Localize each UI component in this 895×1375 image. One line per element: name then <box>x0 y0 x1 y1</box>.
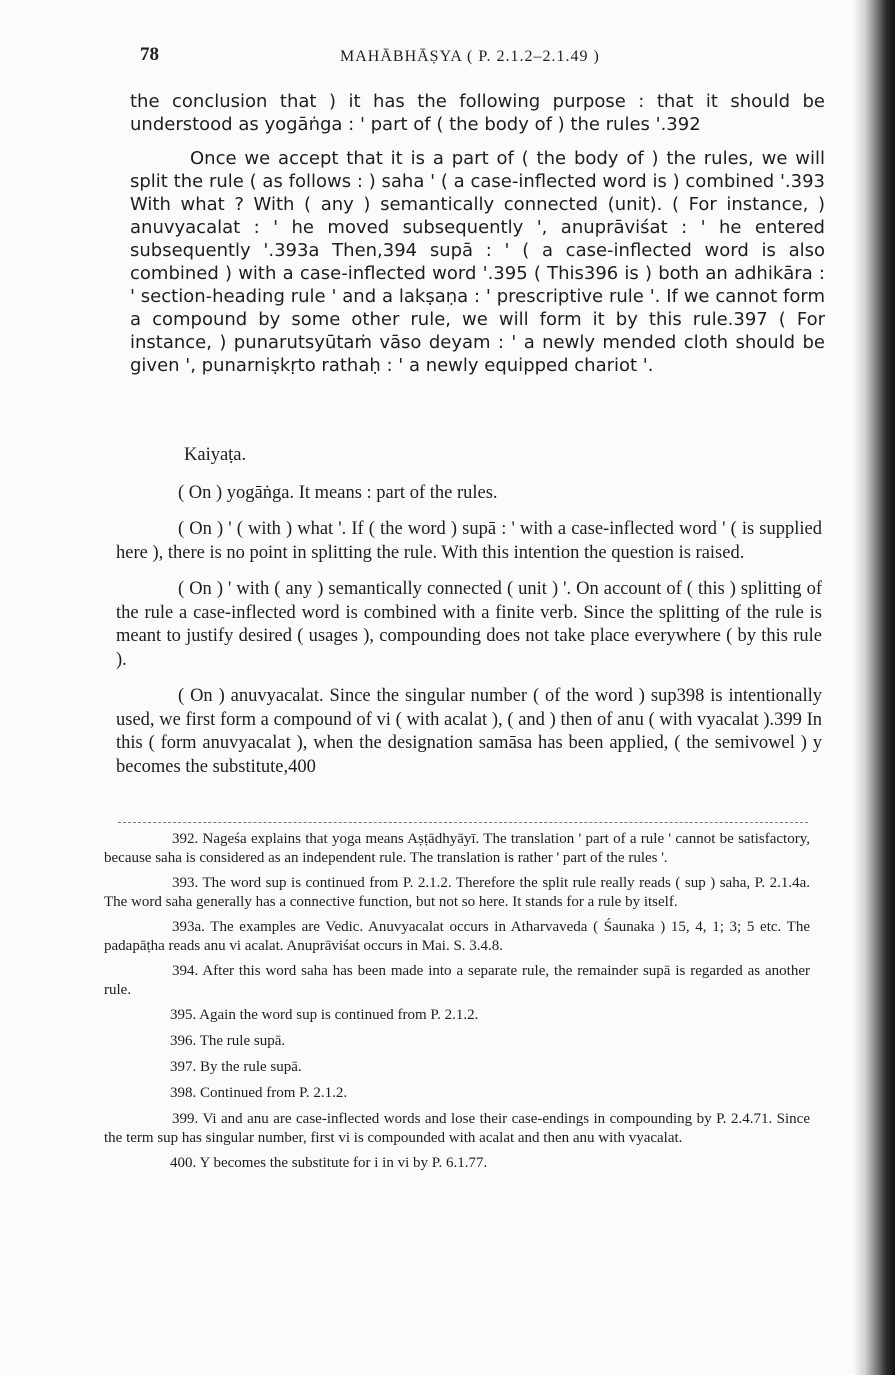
commentary-section <box>116 444 822 792</box>
footnote: 400. Y becomes the substitute for i in vi by P. 6.1.77. <box>170 1155 488 1171</box>
page-number: 78 <box>140 44 159 65</box>
footnote: 394. After this word saha has been made into a separate rule, the remainder supā is regarded as another rule. <box>104 963 810 998</box>
commentary-paragraph: ( On ) ' ( with ) what '. If ( the word ) supā : ' with a case-inflected word ' ( is supplied here ), there is no point in splitting the rule. With this intention the question is raised. <box>116 519 822 563</box>
footnote: 399. Vi and anu are case-inflected words and lose their case-endings in compounding by P. 2.4.71. Since the term sup has singular number, first vi is compounded with acalat and then anu with vyacalat. <box>104 1111 810 1146</box>
footnote: 393. The word sup is continued from P. 2.1.2. Therefore the split rule really reads ( sup ) saha, P. 2.1.4a. The word saha generally has a connective function, but not so here. It stands for a rule by itself. <box>104 875 810 910</box>
footnote: 392. Nageśa explains that yoga means Aṣṭādhyāyī. The translation ' part of a rule ' cannot be satisfactory, because saha is considered as an independent rule. The translation is rather ' part of the rules '. <box>104 831 810 866</box>
running-head: MAHĀBHĀṢYA ( P. 2.1.2–2.1.49 ) <box>340 48 600 65</box>
page-header <box>140 44 830 74</box>
footnote: 393a. The examples are Vedic. Anuvyacalat occurs in Atharvaveda ( Śaunaka ) 15, 4, 1; 3; 5 etc. The padapāṭha reads anu vi acalat. Anuprāviśat occurs in Mai. S. 3.4.8. <box>104 919 810 954</box>
footnote: 395. Again the word sup is continued from P. 2.1.2. <box>170 1007 479 1023</box>
commentary-paragraph: ( On ) ' with ( any ) semantically connected ( unit ) '. On account of ( this ) splitting of the rule a case-inflected word is combined with a finite verb. Since the splitting of the rule is meant to justify desired ( usages ), compounding does not take place everywhere ( by this rule ). <box>116 579 822 670</box>
footnote: 397. By the rule supā. <box>170 1059 302 1075</box>
commentary-paragraph: ( On ) yogāṅga. It means : part of the rules. <box>178 482 498 503</box>
footnote: 398. Continued from P. 2.1.2. <box>170 1085 348 1101</box>
footnote: 396. The rule supā. <box>170 1033 286 1049</box>
commentary-title: Kaiyaṭa. <box>184 445 247 465</box>
translation-text <box>130 90 825 388</box>
footnotes <box>104 830 810 1180</box>
main-paragraph: the conclusion that ) it has the following purpose : that it should be understood as yogāṅga : ' part of ( the body of ) the rules '.392 <box>130 91 825 135</box>
footnote-divider <box>118 822 808 823</box>
page-binding-edge <box>853 0 895 1375</box>
main-paragraph: Once we accept that it is a part of ( the body of ) the rules, we will split the rule ( as follows : ) saha ' ( a case-inflected word is ) combined '.393 With what ? With ( any ) semantically connected (unit). ( For instance, ) anuvyacalat : ' he moved subsequently ', anuprāviśat : ' he entered subsequently '.393a Then,394 supā : ' ( a case-inflected word is also combined ) with a case-inflected word '.395 ( This396 is ) both an adhikāra : ' section-heading rule ' and a lakṣaṇa : ' prescriptive rule '. If we cannot form a compound by some other rule, we will form it by this rule.397 ( For instance, ) punarutsyūtaṁ vāso deyam : ' a newly mended cloth should be given ', punarniṣkṛto rathaḥ : ' a newly equipped chariot '. <box>130 148 825 376</box>
commentary-paragraph: ( On ) anuvyacalat. Since the singular number ( of the word ) sup398 is intentionally used, we first form a compound of vi ( with acalat ), ( and ) then of anu ( with vyacalat ).399 In this ( form anuvyacalat ), when the designation samāsa has been applied, ( the semivowel ) y becomes the substitute,400 <box>116 686 822 777</box>
